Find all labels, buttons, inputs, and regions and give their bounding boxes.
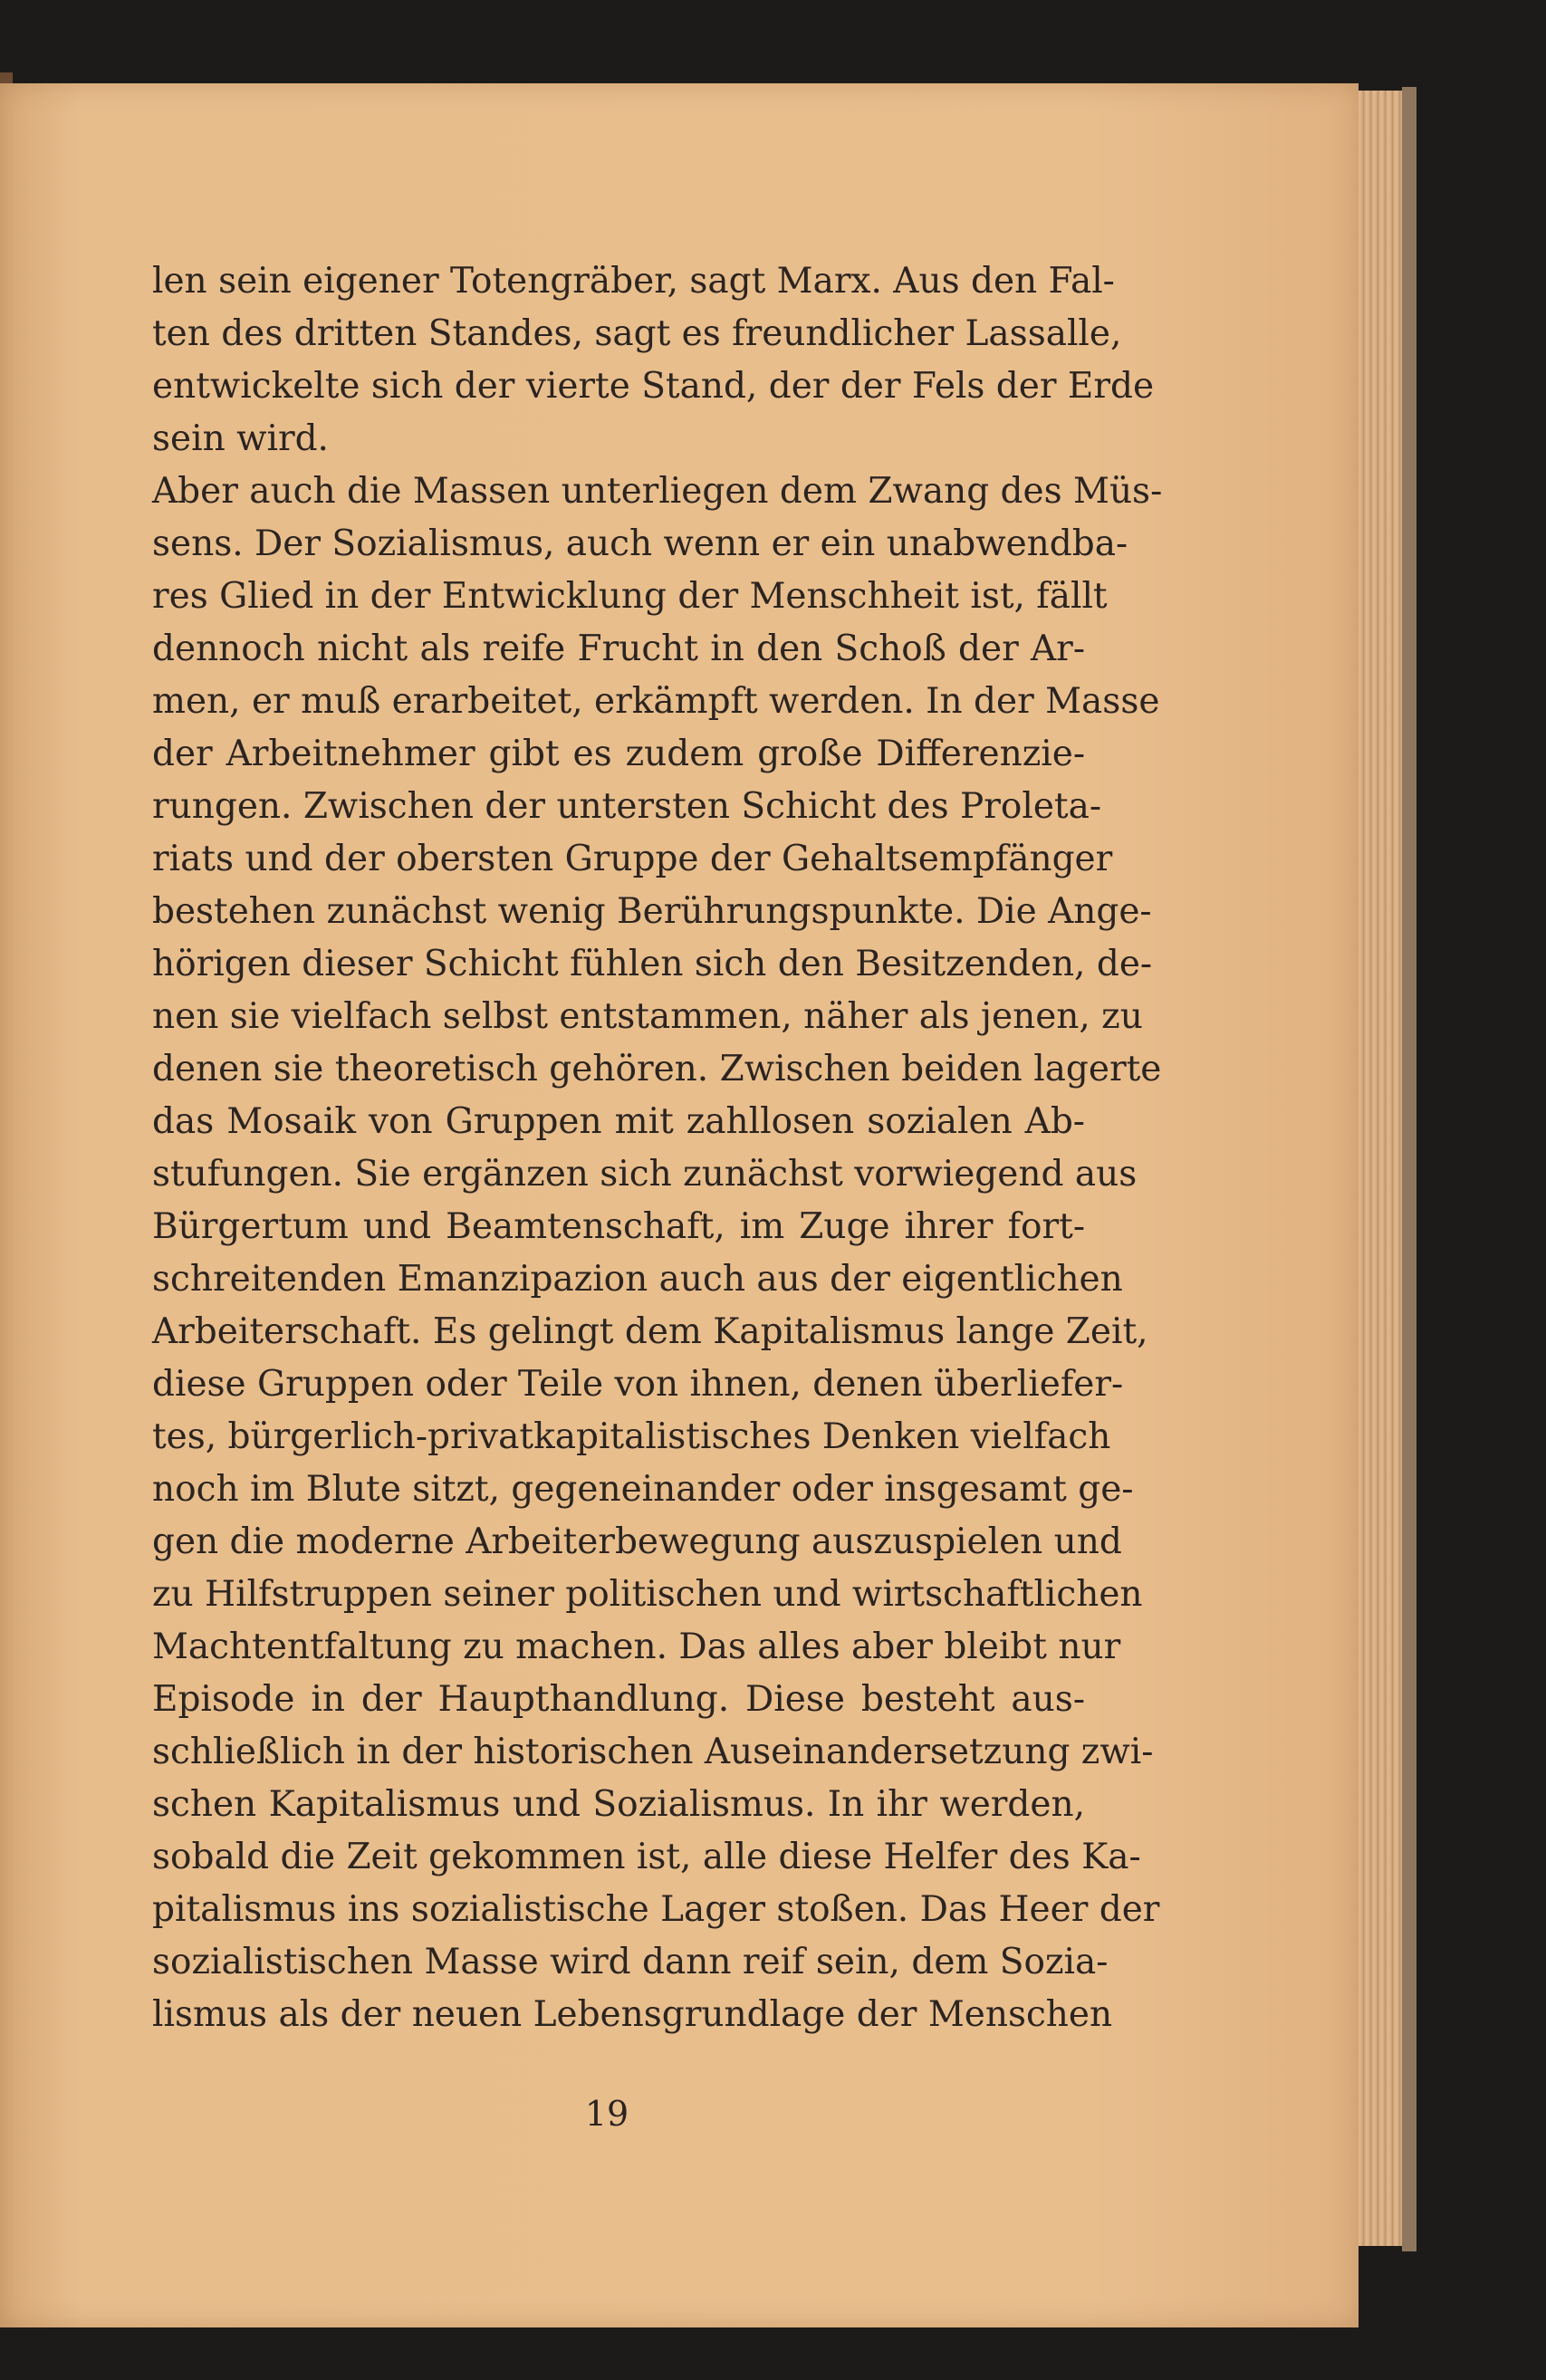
- text-line: hörigen dieser Schicht fühlen sich den Besitzenden, de-: [152, 944, 1153, 984]
- text-line: denen sie theoretisch gehören. Zwischen beiden lagerte: [152, 1049, 1162, 1089]
- text-line: ten des dritten Standes, sagt es freundlicher Lassalle,: [152, 313, 1122, 354]
- text-line: schreitenden Emanzipazion auch aus der eigentlichen: [152, 1259, 1123, 1300]
- text-line: men, er muß erarbeitet, erkämpft werden. In der Masse: [152, 681, 1160, 722]
- text-line: sein wird.: [152, 418, 329, 459]
- text-line: lismus als der neuen Lebensgrundlage der Menschen: [152, 1994, 1113, 2035]
- text-line: tes, bürgerlich-privatkapitalistisches Denken vielfach: [152, 1416, 1111, 1457]
- text-line: stufungen. Sie ergänzen sich zunächst vorwiegend aus: [152, 1154, 1138, 1195]
- text-line: rungen. Zwischen der untersten Schicht des Proleta-: [152, 786, 1102, 827]
- text-line: sens. Der Sozialismus, auch wenn er ein unabwendba-: [152, 523, 1128, 564]
- text-line: schließlich in der historischen Auseinandersetzung zwi-: [152, 1732, 1154, 1772]
- text-line: bestehen zunächst wenig Berührungspunkte. Die Ange-: [152, 891, 1152, 932]
- text-line: Bürgertum und Beamtenschaft, im Zuge ihrer fort-: [152, 1206, 1085, 1247]
- text-line: der Arbeitnehmer gibt es zudem große Differenzie-: [152, 734, 1085, 774]
- text-line: Aber auch die Massen unterliegen dem Zwang des Müs-: [152, 471, 1163, 512]
- text-line: noch im Blute sitzt, gegeneinander oder insgesamt ge-: [152, 1469, 1134, 1510]
- text-line: pitalismus ins sozialistische Lager stoßen. Das Heer der: [152, 1889, 1160, 1930]
- body-text: [152, 255, 1163, 2041]
- text-line: Episode in der Haupthandlung. Diese besteht aus-: [152, 1679, 1085, 1720]
- text-line: das Mosaik von Gruppen mit zahllosen sozialen Ab-: [152, 1101, 1085, 1142]
- text-line: gen die moderne Arbeiterbewegung auszuspielen und: [152, 1521, 1122, 1562]
- text-line: res Glied in der Entwicklung der Menschheit ist, fällt: [152, 576, 1108, 617]
- book-cover-edge: [1402, 87, 1416, 2251]
- text-line: Machtentfaltung zu machen. Das alles aber bleibt nur: [152, 1627, 1121, 1667]
- text-line: schen Kapitalismus und Sozialismus. In ihr werden,: [152, 1784, 1085, 1825]
- page-number: 19: [584, 2094, 629, 2134]
- text-line: riats und der obersten Gruppe der Gehaltsempfänger: [152, 839, 1113, 879]
- text-line: Arbeiterschaft. Es gelingt dem Kapitalismus lange Zeit,: [152, 1311, 1148, 1352]
- text-line: sobald die Zeit gekommen ist, alle diese Helfer des Ka-: [152, 1837, 1141, 1877]
- text-line: nen sie vielfach selbst entstammen, näher als jenen, zu: [152, 996, 1143, 1037]
- text-line: len sein eigener Totengräber, sagt Marx. Aus den Fal-: [152, 261, 1115, 302]
- text-line: entwickelte sich der vierte Stand, der der Fels der Erde: [152, 366, 1155, 407]
- text-line: diese Gruppen oder Teile von ihnen, denen überliefer-: [152, 1364, 1124, 1405]
- text-line: zu Hilfstruppen seiner politischen und wirtschaftlichen: [152, 1574, 1143, 1615]
- text-line: dennoch nicht als reife Frucht in den Schoß der Ar-: [152, 629, 1085, 669]
- text-line: sozialistischen Masse wird dann reif sein, dem Sozia-: [152, 1942, 1109, 1982]
